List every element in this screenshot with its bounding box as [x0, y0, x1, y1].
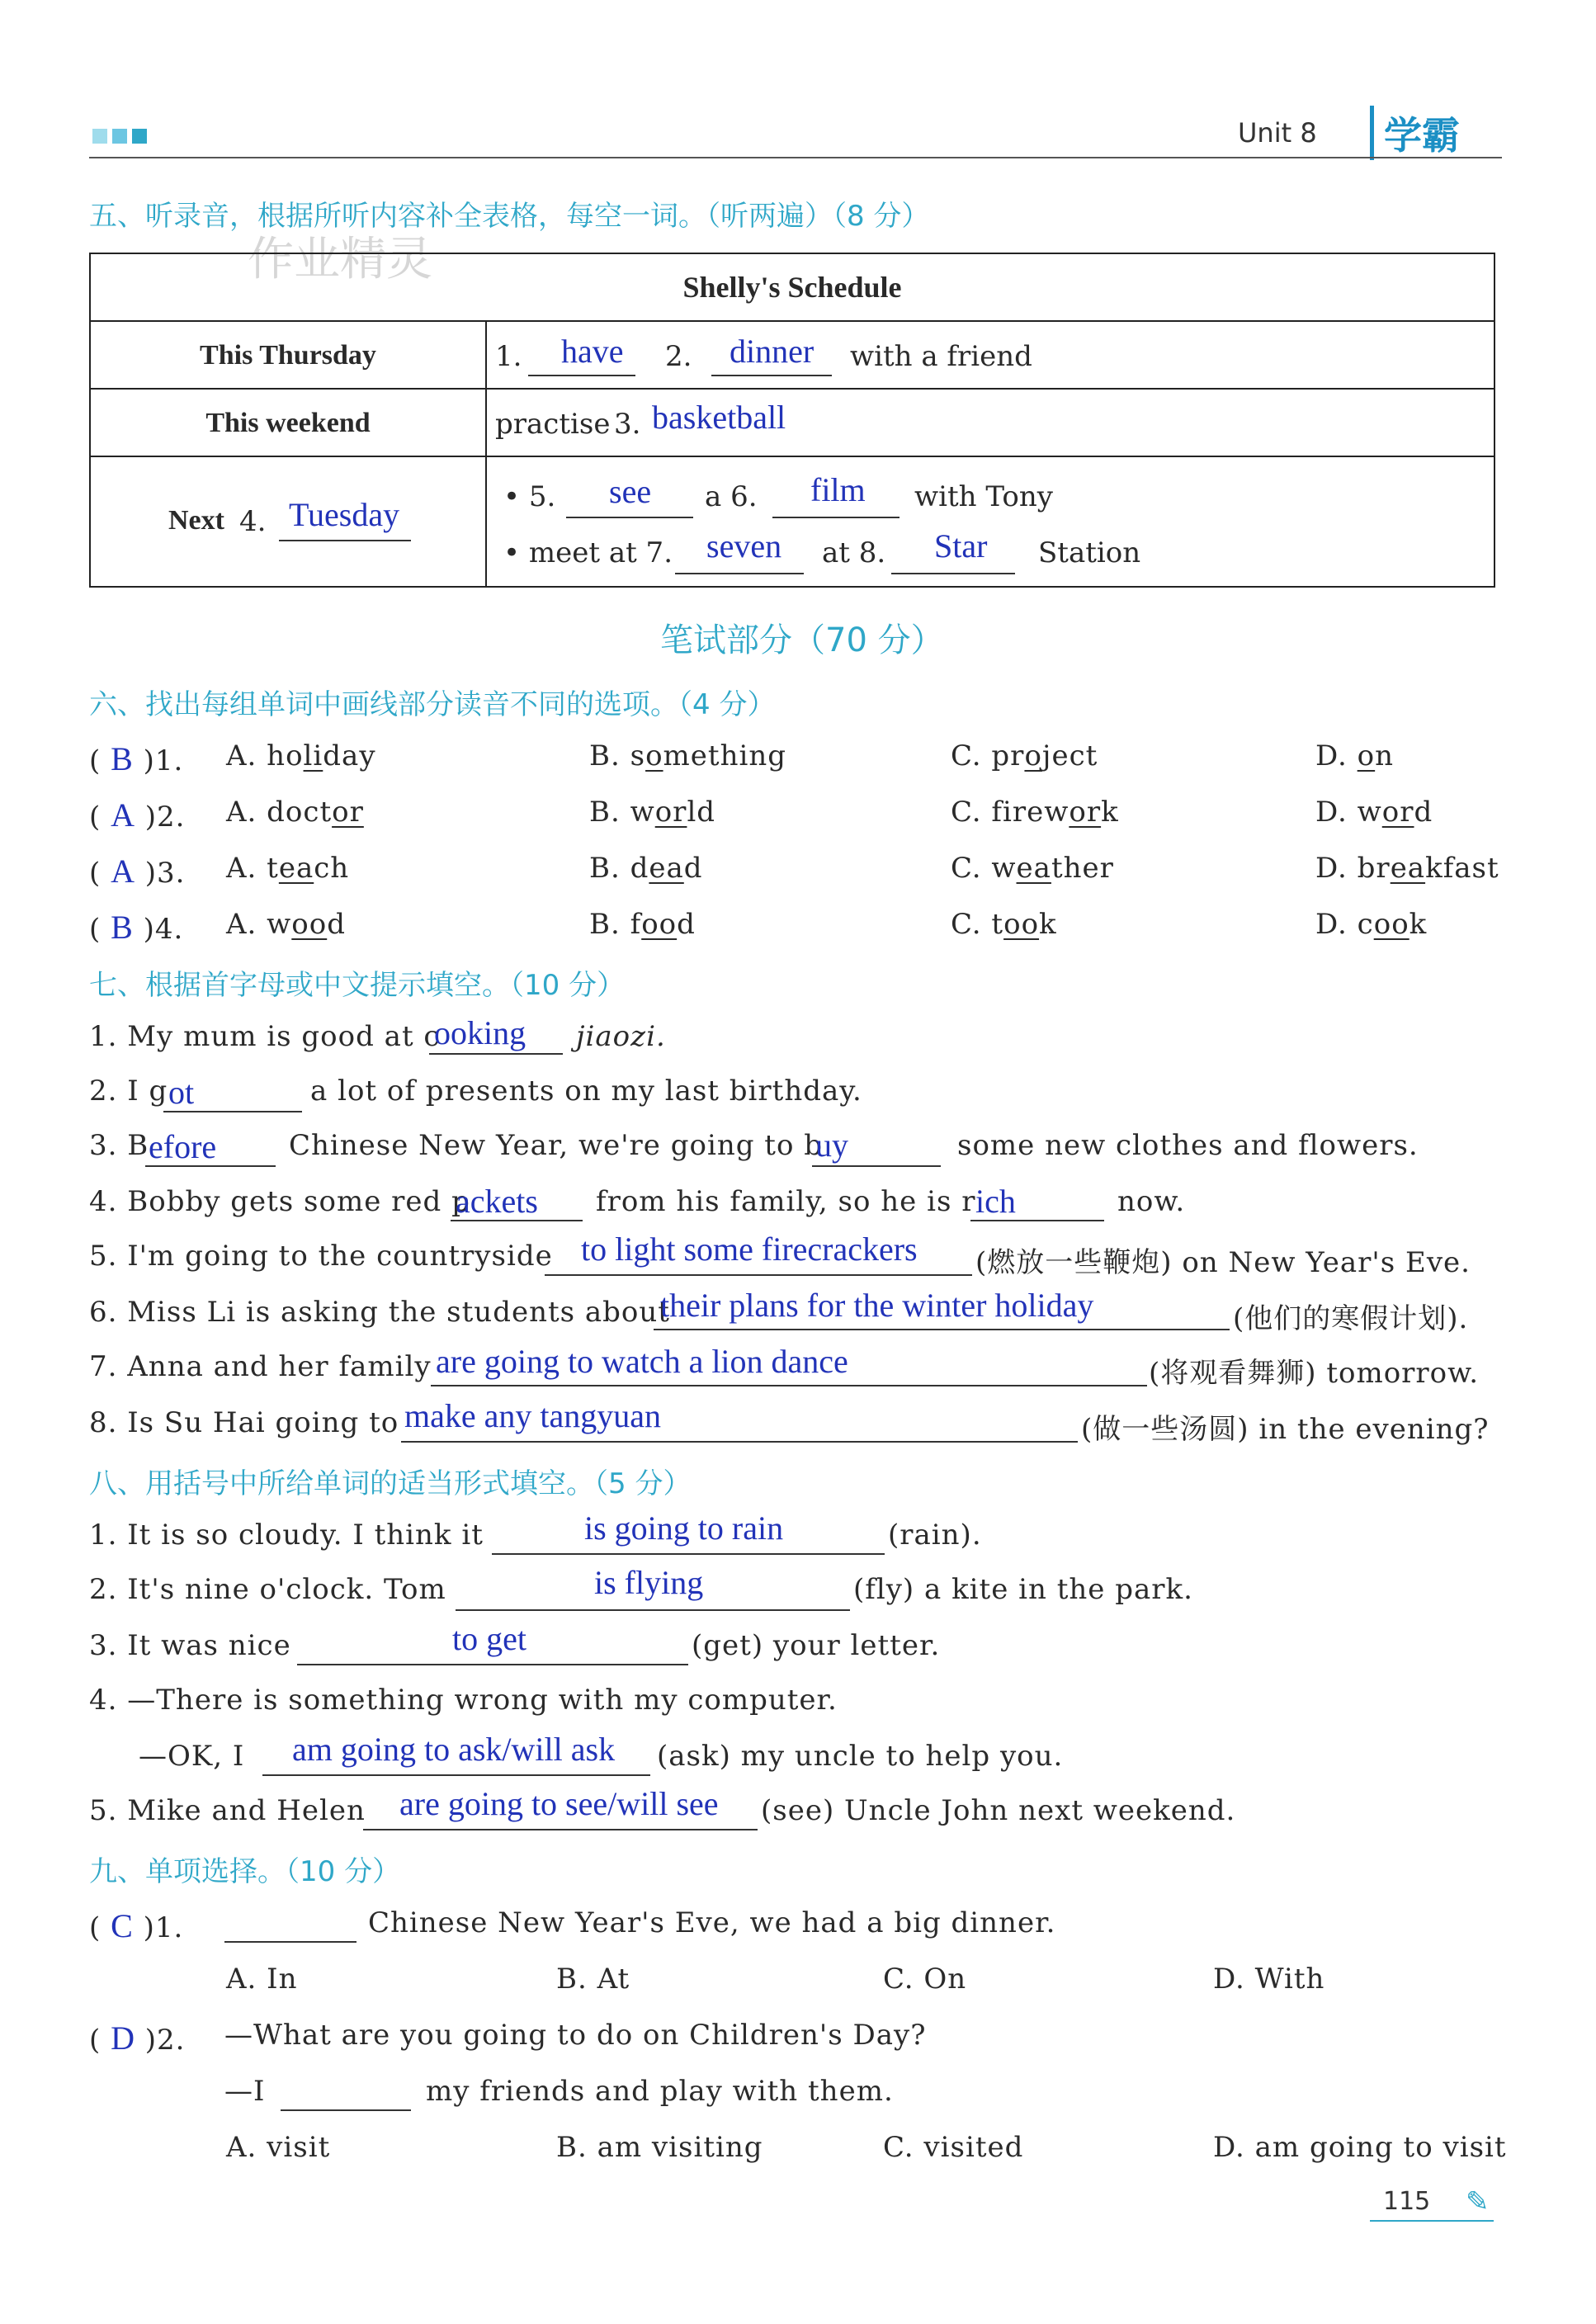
- option-d: D. word: [1315, 796, 1433, 829]
- question-8-1-post: (rain).: [888, 1519, 982, 1552]
- blank-num-6: a 6.: [705, 480, 758, 513]
- section6-title: 六、找出每组单词中画线部分读音不同的选项。（4 分）: [89, 688, 776, 721]
- bullet-5: • 5.: [503, 480, 556, 513]
- answer-7-1: ooking: [434, 1014, 526, 1051]
- answer-7-7: are going to watch a lion dance: [436, 1343, 848, 1380]
- answer-5: see: [609, 473, 652, 510]
- choice-answer: D: [111, 2019, 135, 2057]
- list-item: ( B )4.: [89, 909, 184, 946]
- option-b: B. At: [556, 1963, 630, 1996]
- answer-8-4: am going to ask/will ask: [292, 1731, 616, 1768]
- row-label-weekend: This weekend: [205, 408, 371, 438]
- answer-7-5: to light some firecrackers: [581, 1230, 918, 1268]
- answer-7-3a: efore: [149, 1128, 217, 1165]
- choice-answer: B: [111, 909, 134, 946]
- row-label-thursday: This Thursday: [200, 340, 376, 371]
- question-7-5-post: (燃放一些鞭炮) on New Year's Eve.: [975, 1246, 1471, 1279]
- answer-7-6: their plans for the winter holiday: [660, 1287, 1094, 1324]
- option-a: A. holiday: [226, 739, 376, 772]
- answer-7-4a: ackets: [456, 1183, 538, 1220]
- question-9-2-line2: —I: [224, 2075, 266, 2108]
- written-part-title: 笔试部分（70 分）: [660, 621, 944, 659]
- question-7-4: 4. Bobby gets some red p: [89, 1185, 470, 1218]
- question-9-1-text: Chinese New Year's Eve, we had a big dinner.: [368, 1906, 1056, 1939]
- option-c: C. weather: [951, 852, 1114, 885]
- choice-answer: A: [111, 853, 135, 890]
- unit-label: Unit 8: [1238, 117, 1317, 149]
- section5-title: 五、听录音，根据所听内容补全表格，每空一词。（听两遍）（8 分）: [89, 200, 930, 233]
- brand-logo: 学霸: [1370, 106, 1460, 160]
- option-c: C. project: [951, 739, 1098, 772]
- option-a: A. teach: [226, 852, 350, 885]
- list-item: ( B )1.: [89, 740, 184, 777]
- question-9-2: ( D )2.: [89, 2019, 186, 2057]
- question-8-4: 4. —There is something wrong with my computer.: [89, 1684, 838, 1717]
- option-b: B. something: [589, 739, 787, 772]
- blank-num-2: 2.: [665, 340, 692, 373]
- question-8-5-post: (see) Uncle John next weekend.: [761, 1794, 1236, 1827]
- blank-num-3: 3.: [614, 408, 641, 441]
- option-d: D. cook: [1315, 908, 1428, 941]
- option-c: C. firework: [951, 796, 1119, 829]
- row1-tail: with a friend: [850, 340, 1032, 373]
- section8-title: 八、用括号中所给单词的适当形式填空。（5 分）: [89, 1467, 692, 1500]
- table-title: Shelly's Schedule: [682, 271, 902, 304]
- answer-7-2: ot: [168, 1074, 195, 1111]
- option-b: B. am visiting: [556, 2131, 763, 2164]
- question-7-1-post: jiaozi.: [576, 1020, 666, 1053]
- row3-tail1: with Tony: [914, 480, 1053, 513]
- section7-title: 七、根据首字母或中文提示填空。（10 分）: [89, 969, 626, 1002]
- answer-8-3: to get: [452, 1620, 526, 1657]
- header-rule: [89, 157, 1502, 158]
- choice-answer: B: [111, 740, 134, 777]
- option-c: C. On: [883, 1963, 967, 1996]
- row-label-next: Next: [168, 505, 224, 536]
- option-b: B. dead: [589, 852, 703, 885]
- question-7-2: 2. I g: [89, 1075, 168, 1108]
- option-a: A. visit: [226, 2131, 331, 2164]
- choice-answer: C: [111, 1907, 134, 1944]
- blank-num-1: 1.: [495, 340, 522, 373]
- option-c: C. visited: [883, 2131, 1024, 2164]
- question-8-4b: —OK, I: [139, 1740, 245, 1773]
- list-item: ( A )3.: [89, 853, 186, 890]
- answer-8-1: is going to rain: [584, 1509, 784, 1547]
- option-d: D. breakfast: [1315, 852, 1499, 885]
- question-8-1: 1. It is so cloudy. I think it: [89, 1519, 484, 1552]
- answer-4: Tuesday: [289, 496, 400, 533]
- option-b: B. food: [589, 908, 696, 941]
- bullet-7: • meet at 7.: [503, 536, 673, 569]
- footer-rule: [1370, 2220, 1494, 2222]
- header-decoration: [92, 129, 147, 147]
- question-7-4-mid: from his family, so he is r: [596, 1185, 976, 1218]
- blank-num-8: at 8.: [822, 536, 886, 569]
- answer-8-2: is flying: [594, 1564, 704, 1601]
- question-7-6: 6. Miss Li is asking the students about: [89, 1296, 670, 1329]
- question-8-4b-post: (ask) my uncle to help you.: [657, 1740, 1064, 1773]
- section9-title: 九、单项选择。（10 分）: [89, 1855, 401, 1888]
- page-number: 115: [1383, 2187, 1431, 2216]
- question-7-3-mid: Chinese New Year, we're going to b: [289, 1129, 824, 1162]
- choice-answer: A: [111, 796, 135, 834]
- question-7-3: 3. B: [89, 1129, 149, 1162]
- answer-2: dinner: [730, 333, 815, 370]
- option-a: A. wood: [226, 908, 346, 941]
- question-8-2: 2. It's nine o'clock. Tom: [89, 1573, 446, 1606]
- question-9-1: ( C )1.: [89, 1907, 184, 1944]
- question-7-8-post: (做一些汤圆) in the evening?: [1081, 1413, 1490, 1446]
- question-7-4-post: now.: [1117, 1185, 1186, 1218]
- option-b: B. world: [589, 796, 716, 829]
- answer-7: seven: [706, 527, 782, 564]
- answer-7-4b: ich: [975, 1183, 1016, 1220]
- watermark: 作业精灵: [248, 233, 432, 286]
- option-d: D. on: [1315, 739, 1395, 772]
- question-7-8: 8. Is Su Hai going to: [89, 1406, 399, 1439]
- question-8-2-post: (fly) a kite in the park.: [853, 1573, 1193, 1606]
- option-c: C. took: [951, 908, 1057, 941]
- answer-7-3b: uy: [815, 1127, 848, 1164]
- schedule-table: [89, 253, 1495, 588]
- question-7-7-post: (将观看舞狮) tomorrow.: [1149, 1357, 1480, 1390]
- question-7-1: 1. My mum is good at c: [89, 1020, 441, 1053]
- question-8-5: 5. Mike and Helen: [89, 1794, 366, 1827]
- blank-num-4: 4.: [239, 505, 267, 538]
- question-8-3-post: (get) your letter.: [692, 1629, 941, 1662]
- question-9-2-line2-post: my friends and play with them.: [426, 2075, 894, 2108]
- question-7-6-post: (他们的寒假计划).: [1233, 1302, 1469, 1335]
- option-d: D. am going to visit: [1213, 2131, 1507, 2164]
- answer-6: film: [810, 471, 866, 508]
- question-8-3: 3. It was nice: [89, 1629, 291, 1662]
- answer-7-8: make any tangyuan: [404, 1397, 661, 1434]
- row3-tail2: Station: [1038, 536, 1141, 569]
- option-a: A. doctor: [226, 796, 364, 829]
- question-7-5: 5. I'm going to the countryside: [89, 1240, 553, 1273]
- question-7-3-post: some new clothes and flowers.: [957, 1129, 1419, 1162]
- answer-8: Star: [934, 527, 988, 564]
- answer-3: basketball: [652, 399, 786, 436]
- answer-8-5: are going to see/will see: [399, 1785, 719, 1822]
- row2-pre: practise: [495, 408, 611, 441]
- option-d: D. With: [1213, 1963, 1325, 1996]
- question-7-2-post: a lot of presents on my last birthday.: [310, 1075, 862, 1108]
- answer-1: have: [561, 333, 624, 370]
- question-7-7: 7. Anna and her family: [89, 1350, 432, 1383]
- list-item: ( A )2.: [89, 796, 186, 834]
- question-9-2-text: —What are you going to do on Children's Day?: [224, 2019, 927, 2052]
- pencil-icon: ✎: [1466, 2185, 1490, 2218]
- option-a: A. In: [226, 1963, 298, 1996]
